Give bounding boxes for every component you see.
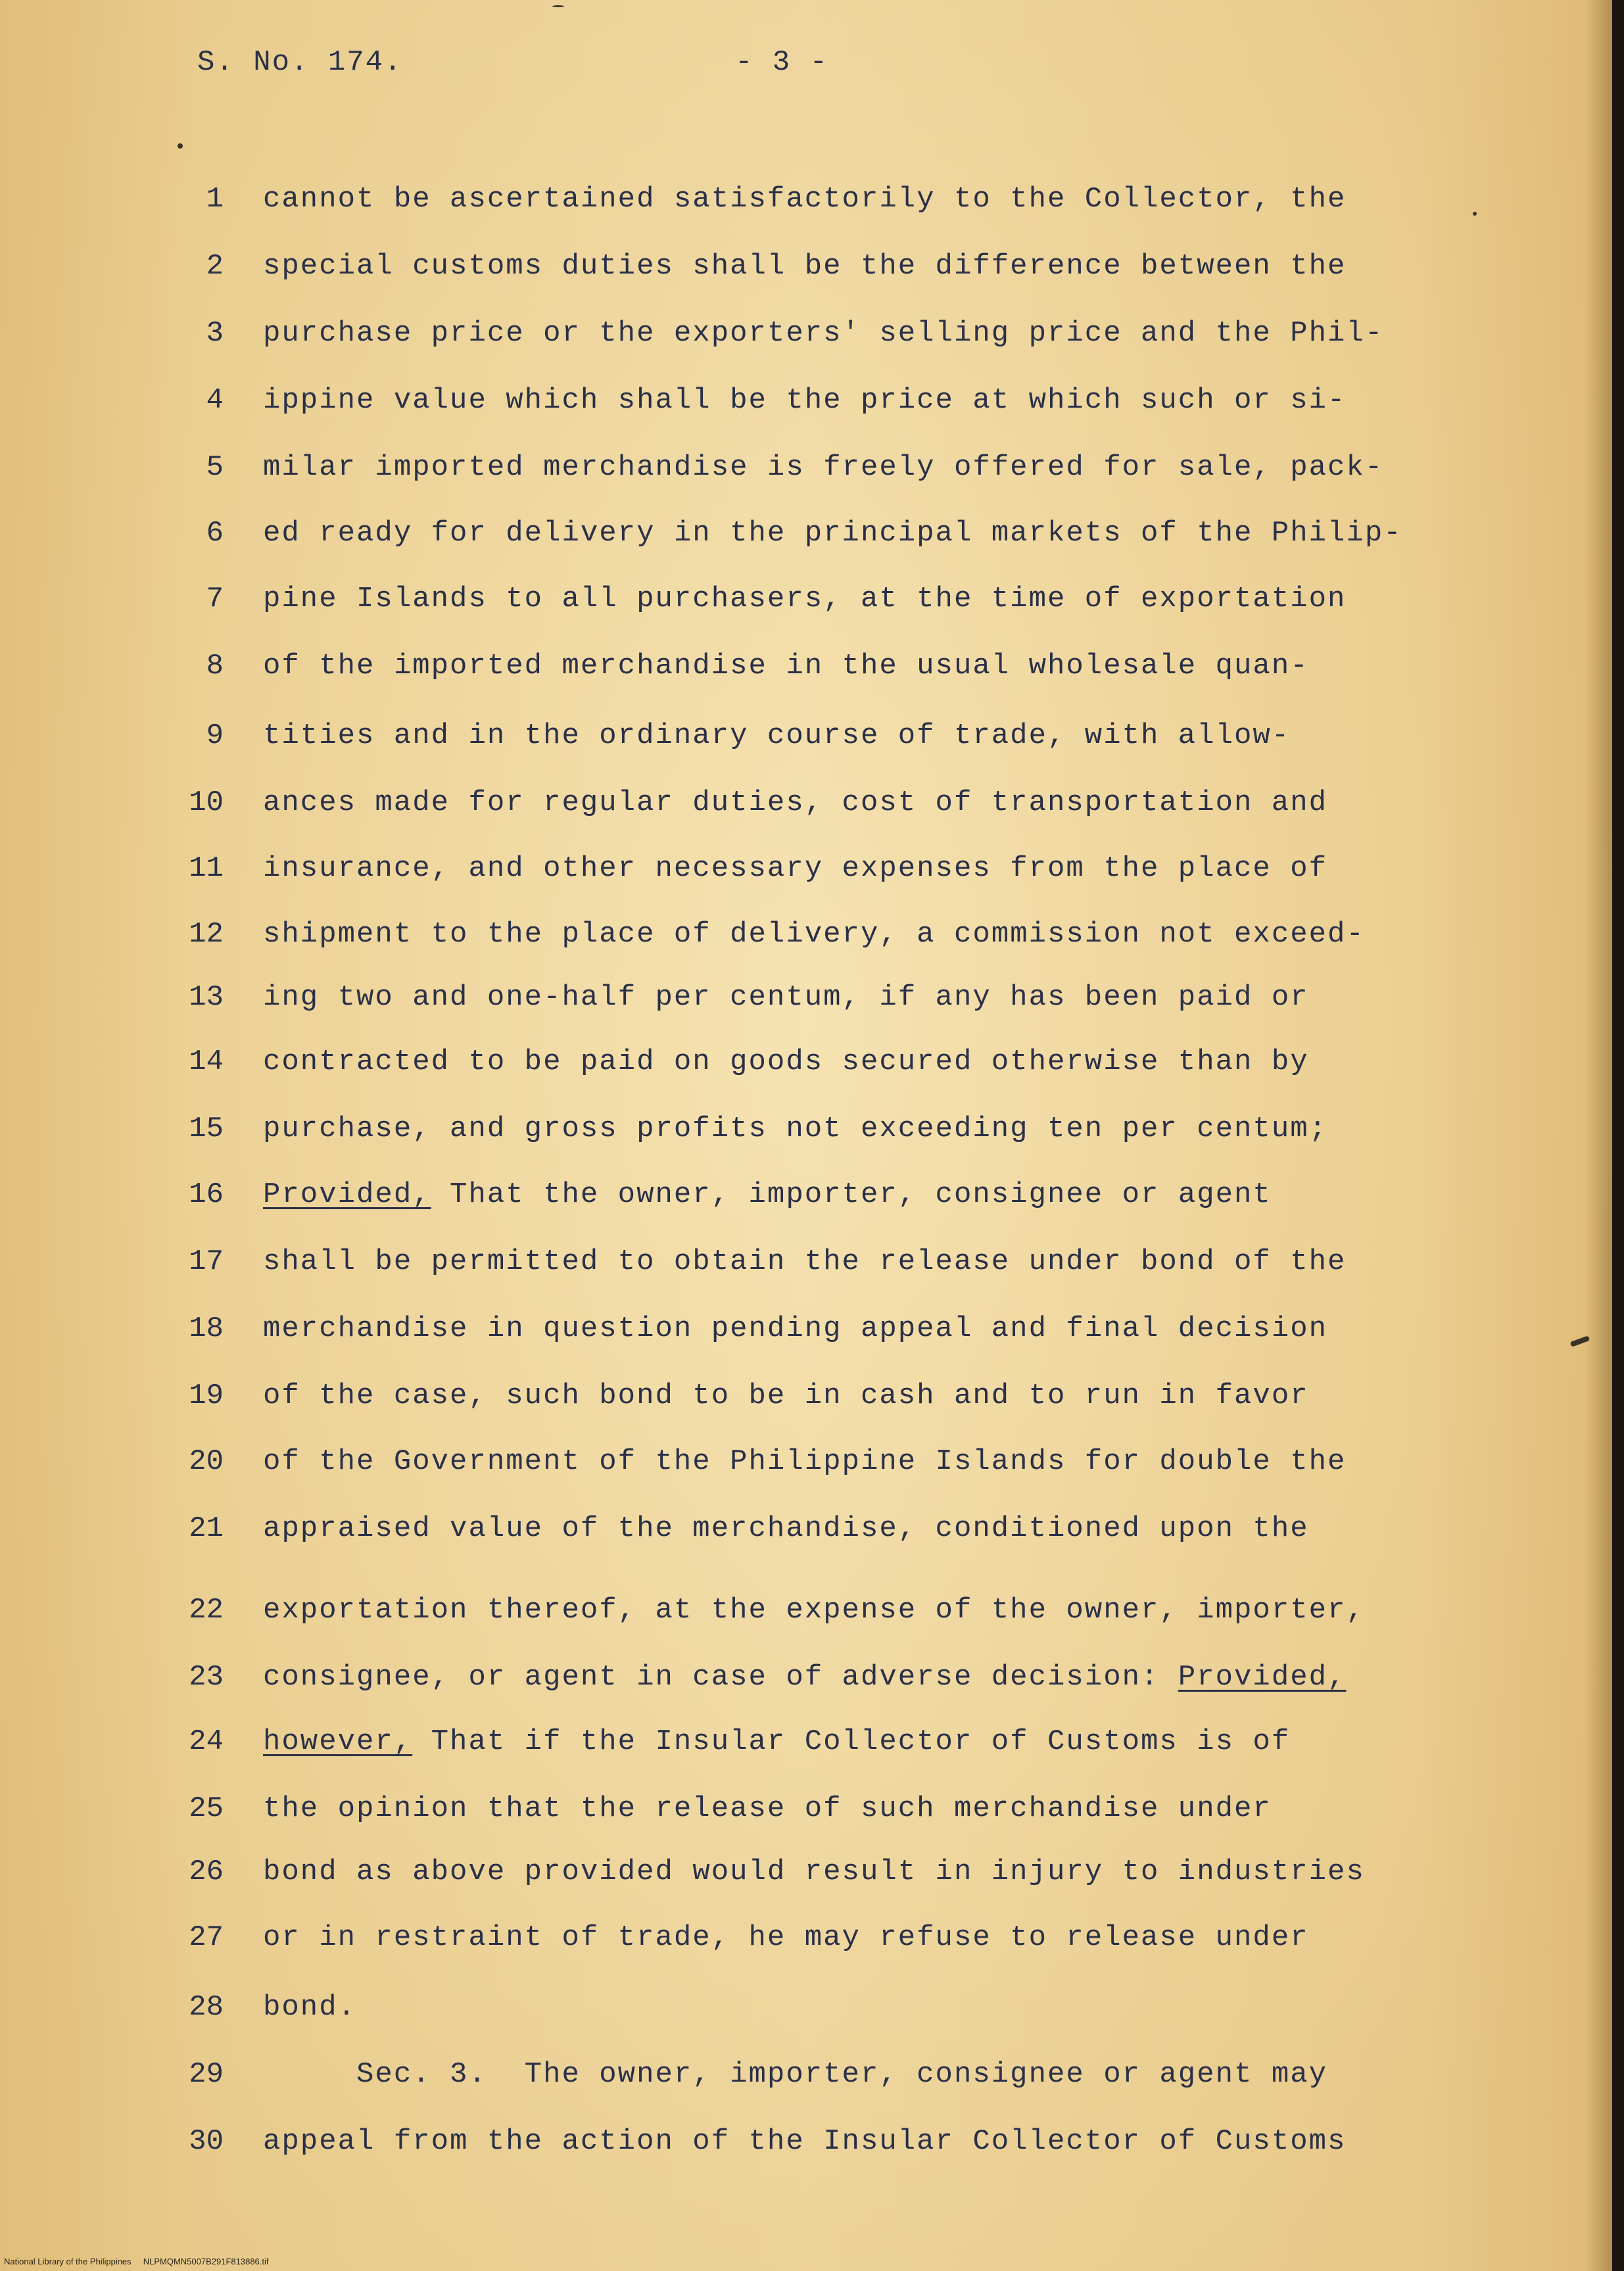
text-line: bond as above provided would result in injury to industries — [263, 1855, 1365, 1888]
line-number: 3 — [206, 317, 224, 350]
line-number: 4 — [206, 384, 224, 417]
line-number: 1 — [206, 183, 224, 216]
file-id: NLPMQMN5007B291F813886.tif — [143, 2257, 269, 2266]
line-number: 12 — [189, 918, 224, 951]
text-line: purchase price or the exporters' selling price and the Phil- — [263, 317, 1384, 350]
line-number: 11 — [189, 852, 224, 885]
text-line: purchase, and gross profits not exceeding ten per centum; — [263, 1112, 1328, 1145]
text-line — [263, 1725, 1290, 1758]
text-line: shall be permitted to obtain the release under bond of the — [263, 1245, 1347, 1278]
line-number: 19 — [189, 1379, 224, 1412]
line-number: 24 — [189, 1725, 224, 1758]
paper-mark — [1570, 1335, 1590, 1347]
line-number: 18 — [189, 1312, 224, 1345]
paper-speck — [178, 143, 183, 149]
text-line — [263, 1178, 1272, 1211]
text-line: ippine value which shall be the price at which such or si- — [263, 384, 1347, 417]
underlined-word: Provided, — [1178, 1661, 1347, 1694]
text-line: of the case, such bond to be in cash and to run in favor — [263, 1379, 1309, 1412]
library-credit: National Library of the Philippines — [4, 2257, 131, 2266]
line-number: 17 — [189, 1245, 224, 1278]
text-line: exportation thereof, at the expense of the owner, importer, — [263, 1594, 1365, 1627]
text-line: ing two and one-half per centum, if any has been paid or — [263, 981, 1309, 1014]
line-number: 6 — [206, 517, 224, 550]
text-line: cannot be ascertained satisfactorily to the Collector, the — [263, 183, 1347, 216]
text-line: appraised value of the merchandise, conditioned upon the — [263, 1512, 1309, 1545]
text-line: insurance, and other necessary expenses from the place of — [263, 852, 1328, 885]
line-number: 25 — [189, 1792, 224, 1825]
text-line — [263, 1661, 1346, 1694]
line-number: 21 — [189, 1512, 224, 1545]
line-number: 14 — [189, 1045, 224, 1078]
line-number: 23 — [189, 1661, 224, 1694]
line-number: 28 — [189, 1991, 224, 2024]
line-number: 7 — [206, 583, 224, 615]
line-number: 22 — [189, 1594, 224, 1627]
text-line: pine Islands to all purchasers, at the time of exportation — [263, 583, 1347, 615]
line-number: 16 — [189, 1178, 224, 1211]
line-number: 26 — [189, 1855, 224, 1888]
text-line: merchandise in question pending appeal and final decision — [263, 1312, 1328, 1345]
line-number: 8 — [206, 650, 224, 682]
line-number: 27 — [189, 1921, 224, 1954]
line-number: 13 — [189, 981, 224, 1014]
underlined-word: Provided, — [263, 1178, 431, 1211]
text-line: or in restraint of trade, he may refuse to release under — [263, 1921, 1309, 1954]
scan-footer — [4, 2257, 269, 2266]
line-number: 10 — [189, 786, 224, 819]
text-line: Sec. 3. The owner, importer, consignee or agent may — [263, 2058, 1328, 2091]
line-number: 30 — [189, 2125, 224, 2158]
text-line: contracted to be paid on goods secured otherwise than by — [263, 1045, 1309, 1078]
line-number: 29 — [189, 2058, 224, 2091]
text-run: consignee, or agent in case of adverse decision: — [263, 1661, 1178, 1694]
text-line: bond. — [263, 1991, 357, 2024]
text-line: the opinion that the release of such merchandise under — [263, 1792, 1272, 1825]
line-number: 5 — [206, 451, 224, 484]
text-line: ed ready for delivery in the principal markets of the Philip- — [263, 517, 1402, 550]
bill-number: S. No. 174. — [197, 46, 403, 79]
text-line: tities and in the ordinary course of trade, with allow- — [263, 719, 1291, 752]
line-number: 2 — [206, 250, 224, 283]
line-number: 9 — [206, 719, 224, 752]
text-line: of the imported merchandise in the usual wholesale quan- — [263, 650, 1309, 682]
text-line: shipment to the place of delivery, a commission not exceed- — [263, 918, 1365, 951]
text-run: That the owner, importer, consignee or agent — [431, 1178, 1272, 1211]
text-line: appeal from the action of the Insular Collector of Customs — [263, 2125, 1347, 2158]
underlined-word: however, — [263, 1725, 413, 1758]
text-line: of the Government of the Philippine Islands for double the — [263, 1445, 1347, 1478]
paper-speck — [1473, 212, 1477, 216]
line-number: 15 — [189, 1112, 224, 1145]
text-line: ances made for regular duties, cost of transportation and — [263, 786, 1328, 819]
text-line: special customs duties shall be the difference between the — [263, 250, 1347, 283]
text-run: That if the Insular Collector of Customs is of — [412, 1725, 1291, 1758]
text-line: milar imported merchandise is freely offered for sale, pack- — [263, 451, 1384, 484]
paper-mark — [552, 5, 564, 7]
page-number: - 3 - — [735, 46, 829, 79]
line-number: 20 — [189, 1445, 224, 1478]
